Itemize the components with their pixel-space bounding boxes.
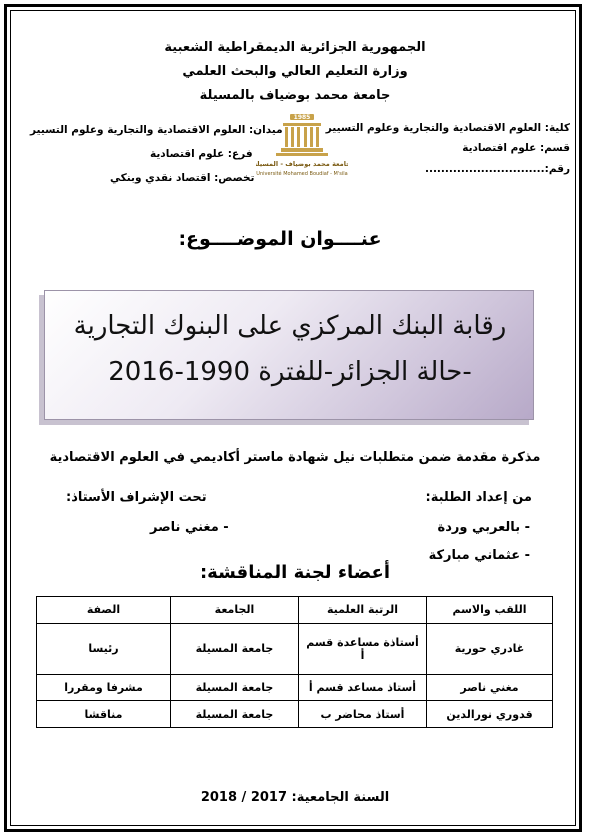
jury-header-role: الصفة xyxy=(37,597,171,624)
jury-name: قدوري نورالدين xyxy=(427,701,553,728)
branch-label: فرع: علوم اقتصادية xyxy=(150,148,253,160)
logo-year: 1985 xyxy=(293,114,311,121)
field-label: ميدان: العلوم الاقتصادية والتجارية وعلوم التسيير xyxy=(30,124,283,136)
number-label: رقم:.............................. xyxy=(424,163,570,175)
jury-university: جامعة المسيلة xyxy=(171,623,299,674)
jury-rank: أستاذ مساعد قسم أ xyxy=(299,674,427,701)
logo-name-fr: Université Mohamed Boudiaf - M'sila xyxy=(256,171,348,177)
title-line-2: -حالة الجزائر-للفترة 1990-2016 xyxy=(108,357,472,387)
university-logo xyxy=(256,110,348,180)
specialty-label: تخصص: اقتصاد نقدي وبنكي xyxy=(110,172,255,184)
table-row xyxy=(37,701,553,728)
jury-role: رئيسا xyxy=(37,623,171,674)
logo-name-ar: جامعة محمد بوضياف - المسيلة xyxy=(256,160,348,168)
jury-table xyxy=(36,596,553,728)
faculty-label: كلية: العلوم الاقتصادية والتجارية وعلوم التسيير xyxy=(325,122,570,134)
table-row xyxy=(37,674,553,701)
jury-name: مغني ناصر xyxy=(427,674,553,701)
subject-heading: عنــــوان الموضــــوع: xyxy=(178,228,382,250)
jury-role: مشرفا ومقررا xyxy=(37,674,171,701)
university-name: جامعة محمد بوضياف بالمسيلة xyxy=(199,88,391,103)
jury-header-university: الجامعة xyxy=(171,597,299,624)
jury-university: جامعة المسيلة xyxy=(171,701,299,728)
jury-header-row xyxy=(37,597,553,624)
supervisor-label: تحت الإشراف الأستاذ: xyxy=(66,490,207,505)
jury-rank: أستاذ محاضر ب xyxy=(299,701,427,728)
jury-name: غادري حورية xyxy=(427,623,553,674)
student-name-1: - بالعربي وردة xyxy=(437,520,530,535)
jury-header-name: اللقب والاسم xyxy=(427,597,553,624)
table-row xyxy=(37,623,553,674)
memo-description: مذكرة مقدمة ضمن متطلبات نيل شهادة ماستر أكاديمي في العلوم الاقتصادية xyxy=(49,450,541,465)
student-name-2: - عثماني مباركة xyxy=(428,548,530,563)
students-label: من إعداد الطلبة: xyxy=(425,490,532,505)
republic-name: الجمهورية الجزائرية الديمقراطية الشعبية xyxy=(164,40,426,55)
jury-role: مناقشا xyxy=(37,701,171,728)
jury-university: جامعة المسيلة xyxy=(171,674,299,701)
supervisor-name: - مغني ناصر xyxy=(150,520,229,535)
committee-heading: أعضاء لجنة المناقشة: xyxy=(199,562,390,583)
jury-rank: أستاذة مساعدة قسم أ xyxy=(299,623,427,674)
title-box xyxy=(44,290,534,420)
department-label: قسم: علوم اقتصادية xyxy=(462,142,570,154)
jury-header-rank: الرتبة العلمية xyxy=(299,597,427,624)
title-line-1: رقابة البنك المركزي على البنوك التجارية xyxy=(73,311,507,341)
ministry-name: وزارة التعليم العالي والبحث العلمي xyxy=(182,64,408,79)
academic-year: السنة الجامعية: 2017 / 2018 xyxy=(200,790,390,805)
